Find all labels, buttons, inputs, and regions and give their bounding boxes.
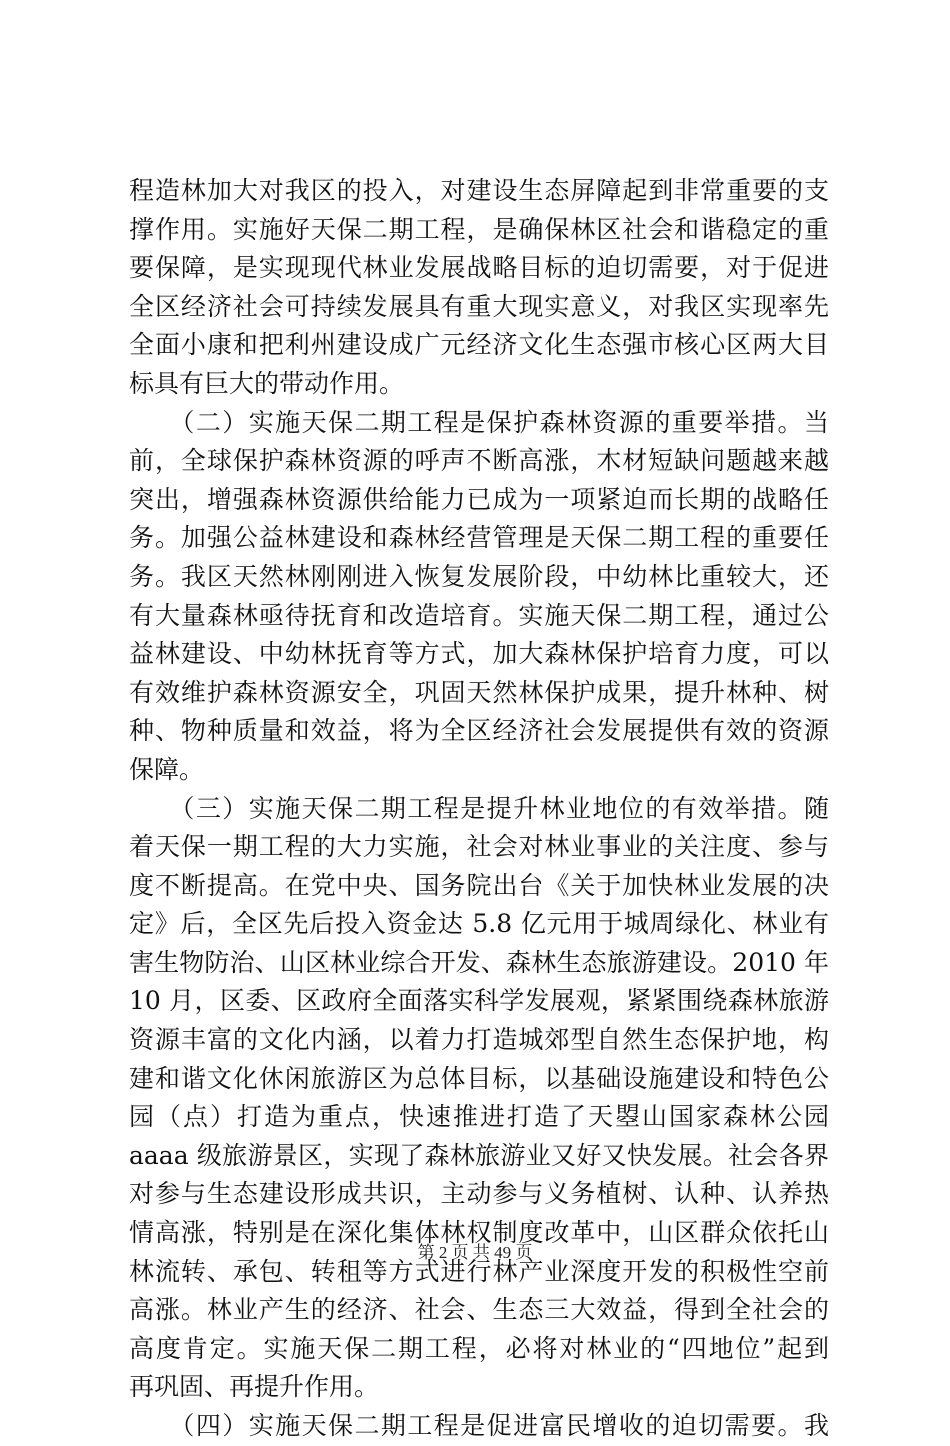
text-line: 突出，增强森林资源供给能力已成为一项紧迫而长期的战略任 [129,484,829,514]
text-line: 程造林加大对我区的投入，对建设生态屏障起到非常重要的支 [129,176,829,205]
text-line: 前，全球保护森林资源的呼声不断高涨，木材短缺问题越来越 [129,446,829,476]
text-line: 林流转、承包、转租等方式进行林产业深度开发的积极性空前 [129,1256,829,1286]
text-line: 害生物防治、山区林业综合开发、森林生态旅游建设。2010 年 [129,947,829,977]
text-line: 种、物种质量和效益，将为全区经济社会发展提供有效的资源 [129,716,829,746]
text-line: 有效维护森林资源安全，巩固天然林保护成果，提升林种、树 [129,677,829,707]
page-footer: 第 2 页 共 49 页 [417,1243,533,1262]
text-line: 对参与生态建设形成共识，主动参与义务植树、认种、认养热 [129,1179,829,1209]
text-line: 园（点）打造为重点，快速推进打造了天曌山国家森林公园 [129,1102,829,1132]
text-line: 定》后，全区先后投入资金达 5.8 亿元用于城周绿化、林业有 [129,909,829,939]
text-line: 撑作用。实施好天保二期工程，是确保林区社会和谐稳定的重 [129,214,829,244]
text-line: 要保障，是实现现代林业发展战略目标的迫切需要，对于促进 [129,253,829,283]
text-line: 全面小康和把利州建设成广元经济文化生态强市核心区两大目 [129,330,829,360]
text-line: 再巩固、再提升作用。 [129,1372,380,1402]
text-line: 标具有巨大的带动作用。 [129,368,405,398]
text-line: （二）实施天保二期工程是保护森林资源的重要举措。当 [129,407,829,437]
text-line: 全区经济社会可持续发展具有重大现实意义，对我区实现率先 [129,291,829,321]
text-line: 益林建设、中幼林抚育等方式，加大森林保护培育力度，可以 [129,639,829,669]
text-line: 保障。 [129,754,205,784]
text-line: （三）实施天保二期工程是提升林业地位的有效举措。随 [129,793,829,823]
text-line: 度不断提高。在党中央、国务院出台《关于加快林业发展的决 [129,870,829,900]
text-line: aaaa 级旅游景区，实现了森林旅游业又好又快发展。社会各界 [129,1140,829,1170]
text-line: 高涨。林业产生的经济、社会、生态三大效益，得到全社会的 [129,1295,829,1325]
text-line: 务。我区天然林刚刚进入恢复发展阶段，中幼林比重较大，还 [129,561,829,591]
text-line: 务。加强公益林建设和森林经营管理是天保二期工程的重要任 [129,523,829,553]
text-line: 10 月，区委、区政府全面落实科学发展观，紧紧围绕森林旅游 [129,986,829,1016]
text-line: 着天保一期工程的大力实施，社会对林业事业的关注度、参与 [129,832,829,862]
text-line: 高度肯定。实施天保二期工程，必将对林业的“四地位”起到 [129,1333,829,1363]
text-line: 建和谐文化休闲旅游区为总体目标，以基础设施建设和特色公 [129,1063,829,1093]
text-line: （四）实施天保二期工程是促进富民增收的迫切需要。我 [129,1411,829,1440]
text-line: 资源丰富的文化内涵，以着力打造城郊型自然生态保护地，构 [129,1025,829,1055]
text-line: 有大量森林亟待抚育和改造培育。实施天保二期工程，通过公 [129,600,829,630]
text-line: 情高涨，特别是在深化集体林权制度改革中，山区群众依托山 [129,1218,829,1248]
